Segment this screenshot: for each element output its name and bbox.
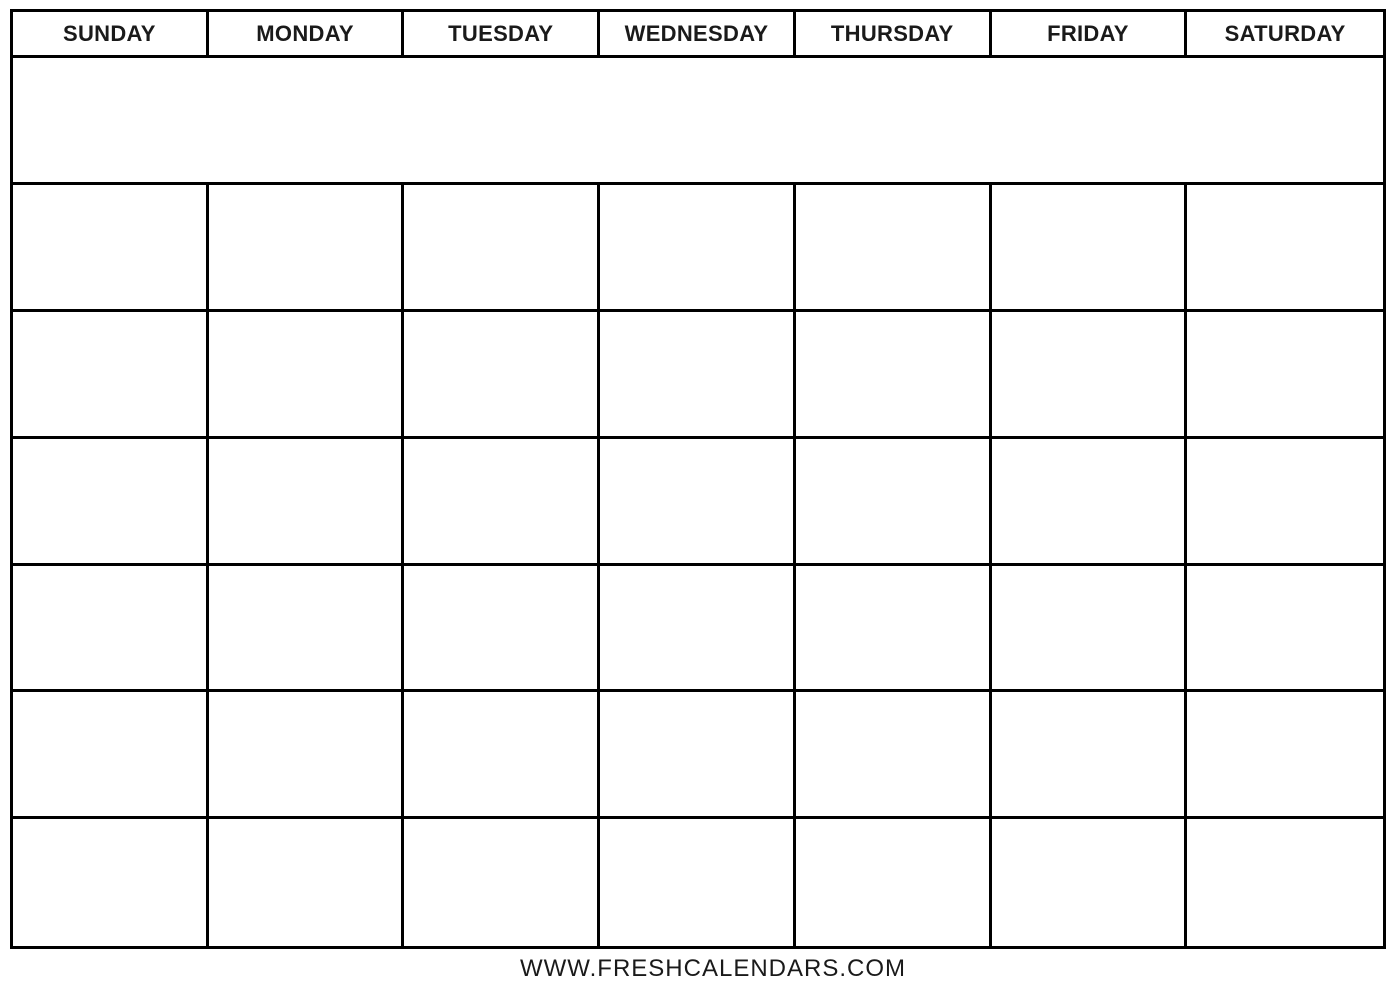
month-title-band[interactable] — [13, 58, 1383, 185]
day-cell[interactable] — [992, 439, 1188, 566]
calendar-grid — [10, 9, 1386, 949]
day-cell[interactable] — [13, 312, 209, 439]
day-cell[interactable] — [404, 185, 600, 312]
day-cell[interactable] — [1187, 819, 1383, 946]
day-header-saturday: SATURDAY — [1187, 12, 1383, 58]
day-cell[interactable] — [796, 566, 992, 693]
day-cell[interactable] — [13, 819, 209, 946]
day-cell[interactable] — [209, 439, 405, 566]
day-cell[interactable] — [13, 566, 209, 693]
day-cell[interactable] — [796, 692, 992, 819]
day-cell[interactable] — [404, 692, 600, 819]
day-cell[interactable] — [1187, 439, 1383, 566]
day-cell[interactable] — [404, 439, 600, 566]
day-cell[interactable] — [209, 312, 405, 439]
day-cell[interactable] — [796, 185, 992, 312]
day-cell[interactable] — [796, 439, 992, 566]
day-cell[interactable] — [13, 439, 209, 566]
day-header-tuesday: TUESDAY — [404, 12, 600, 58]
day-cell[interactable] — [404, 312, 600, 439]
day-cell[interactable] — [600, 819, 796, 946]
day-cell[interactable] — [404, 819, 600, 946]
day-cell[interactable] — [992, 692, 1188, 819]
day-cell[interactable] — [600, 312, 796, 439]
day-cell[interactable] — [796, 312, 992, 439]
day-cell[interactable] — [796, 819, 992, 946]
day-cell[interactable] — [209, 692, 405, 819]
day-header-sunday: SUNDAY — [13, 12, 209, 58]
day-cell[interactable] — [1187, 566, 1383, 693]
day-cell[interactable] — [1187, 312, 1383, 439]
day-header-friday: FRIDAY — [992, 12, 1188, 58]
day-cell[interactable] — [1187, 185, 1383, 312]
day-header-thursday: THURSDAY — [796, 12, 992, 58]
day-header-monday: MONDAY — [209, 12, 405, 58]
day-header-wednesday: WEDNESDAY — [600, 12, 796, 58]
day-cell[interactable] — [992, 566, 1188, 693]
day-cell[interactable] — [404, 566, 600, 693]
day-cell[interactable] — [992, 819, 1188, 946]
day-cell[interactable] — [1187, 692, 1383, 819]
day-cell[interactable] — [600, 566, 796, 693]
website-footer: WWW.FRESHCALENDARS.COM — [519, 955, 906, 982]
day-cell[interactable] — [600, 692, 796, 819]
day-cell[interactable] — [209, 819, 405, 946]
day-cell[interactable] — [209, 185, 405, 312]
day-cell[interactable] — [600, 439, 796, 566]
day-cell[interactable] — [992, 312, 1188, 439]
day-cell[interactable] — [13, 692, 209, 819]
day-cell[interactable] — [13, 185, 209, 312]
day-cell[interactable] — [992, 185, 1188, 312]
day-cell[interactable] — [209, 566, 405, 693]
day-cell[interactable] — [600, 185, 796, 312]
